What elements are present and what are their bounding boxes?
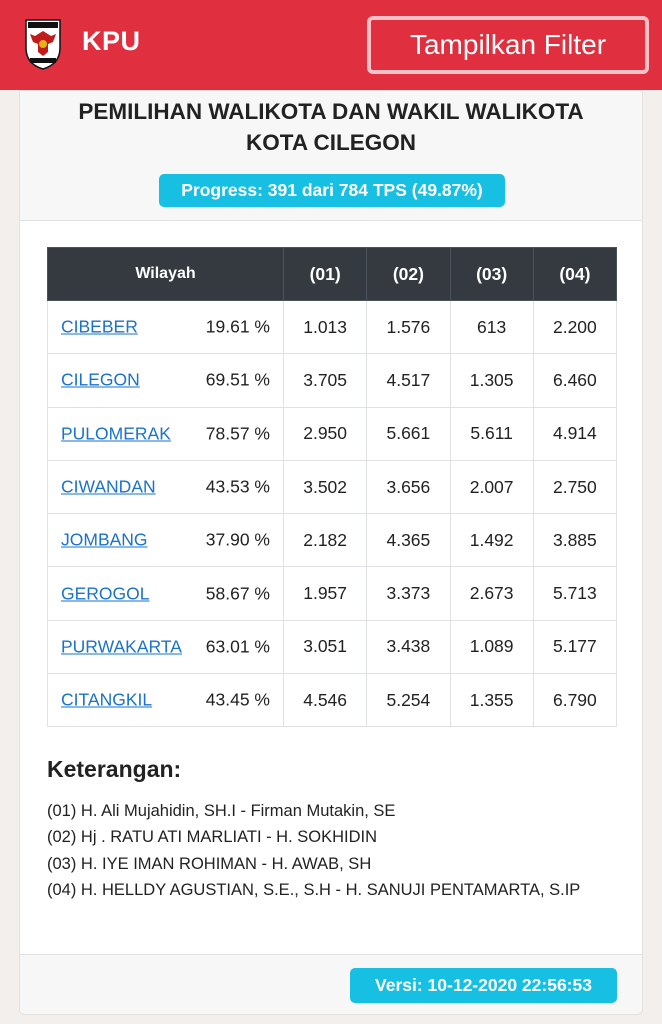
vote-cell-04: 4.914 [533, 407, 616, 460]
vote-cell-02: 3.656 [367, 460, 450, 513]
table-row [48, 407, 617, 460]
list-item: (03) H. IYE IMAN ROHIMAN - H. AWAB, SH [47, 854, 372, 873]
wilayah-cell [48, 620, 284, 673]
table-header-row [48, 248, 617, 301]
vote-cell-02: 5.254 [367, 674, 450, 727]
keterangan-list [47, 798, 580, 903]
vote-cell-04: 2.200 [533, 301, 616, 354]
wilayah-link[interactable]: CILEGON [61, 369, 140, 390]
vote-cell-03: 5.611 [450, 407, 533, 460]
table-row [48, 354, 617, 407]
wilayah-link[interactable]: PURWAKARTA [61, 636, 182, 657]
table-row [48, 620, 617, 673]
wilayah-percentage: 43.53 % [205, 476, 270, 497]
column-header-01: (01) [284, 248, 367, 301]
vote-cell-03: 2.007 [450, 460, 533, 513]
wilayah-link[interactable]: CITANGKIL [61, 689, 153, 710]
wilayah-percentage: 58.67 % [205, 583, 270, 604]
vote-cell-01: 1.957 [284, 567, 367, 620]
vote-cell-01: 1.013 [284, 301, 367, 354]
wilayah-cell [48, 567, 284, 620]
vote-cell-03: 1.355 [450, 674, 533, 727]
vote-cell-04: 2.750 [533, 460, 616, 513]
table-row [48, 567, 617, 620]
table-row [48, 460, 617, 513]
vote-cell-02: 3.373 [367, 567, 450, 620]
vote-cell-03: 1.305 [450, 354, 533, 407]
wilayah-link[interactable]: JOMBANG [61, 529, 148, 550]
navbar [0, 0, 662, 90]
vote-cell-01: 3.705 [284, 354, 367, 407]
column-header-04: (04) [533, 248, 616, 301]
wilayah-link[interactable]: GEROGOL [61, 583, 150, 604]
table-row [48, 514, 617, 567]
vote-cell-04: 6.790 [533, 674, 616, 727]
table-row [48, 301, 617, 354]
results-table [47, 247, 617, 727]
card-footer [20, 954, 642, 1014]
vote-cell-02: 5.661 [367, 407, 450, 460]
list-item: (02) Hj . RATU ATI MARLIATI - H. SOKHIDIN [47, 828, 378, 847]
column-header-03: (03) [450, 248, 533, 301]
show-filter-button[interactable]: Tampilkan Filter [367, 16, 649, 74]
column-header-wilayah: Wilayah [48, 248, 284, 301]
list-item: (01) H. Ali Mujahidin, SH.I - Firman Mutakin, SE [47, 802, 396, 820]
vote-cell-01: 3.051 [284, 620, 367, 673]
vote-cell-01: 3.502 [284, 460, 367, 513]
vote-cell-04: 6.460 [533, 354, 616, 407]
column-header-02: (02) [367, 248, 450, 301]
wilayah-percentage: 37.90 % [205, 529, 270, 550]
wilayah-cell [48, 301, 284, 354]
title-line-1: PEMILIHAN WALIKOTA DAN WAKIL WALIKOTA [78, 99, 584, 124]
wilayah-link[interactable]: CIWANDAN [61, 476, 156, 497]
vote-cell-03: 1.089 [450, 620, 533, 673]
vote-cell-04: 3.885 [533, 514, 616, 567]
page-title [20, 96, 642, 158]
wilayah-percentage: 19.61 % [205, 316, 270, 337]
wilayah-percentage: 69.51 % [205, 369, 270, 390]
vote-cell-03: 613 [450, 301, 533, 354]
vote-cell-03: 1.492 [450, 514, 533, 567]
vote-cell-04: 5.177 [533, 620, 616, 673]
vote-cell-02: 4.365 [367, 514, 450, 567]
vote-cell-02: 1.576 [367, 301, 450, 354]
list-item: (04) H. HELLDY AGUSTIAN, S.E., S.H - H. SANUJI PENTAMARTA, S.IP [47, 880, 581, 899]
vote-cell-01: 2.950 [284, 407, 367, 460]
wilayah-cell [48, 674, 284, 727]
version-badge: Versi: 10-12-2020 22:56:53 [350, 968, 617, 1003]
table-row [48, 674, 617, 727]
progress-badge: Progress: 391 dari 784 TPS (49.87%) [159, 174, 505, 207]
wilayah-cell [48, 354, 284, 407]
keterangan-title: Keterangan: [47, 756, 182, 782]
wilayah-link[interactable]: CIBEBER [61, 316, 138, 337]
wilayah-cell [48, 407, 284, 460]
wilayah-cell [48, 460, 284, 513]
wilayah-percentage: 43.45 % [205, 689, 270, 710]
vote-cell-01: 2.182 [284, 514, 367, 567]
results-card [19, 90, 643, 1015]
wilayah-link[interactable]: PULOMERAK [61, 423, 171, 444]
wilayah-percentage: 63.01 % [205, 636, 270, 657]
vote-cell-02: 3.438 [367, 620, 450, 673]
brand-title[interactable]: KPU [82, 26, 141, 56]
vote-cell-04: 5.713 [533, 567, 616, 620]
vote-cell-01: 4.546 [284, 674, 367, 727]
wilayah-cell [48, 514, 284, 567]
vote-cell-03: 2.673 [450, 567, 533, 620]
card-header [20, 91, 642, 221]
kpu-garuda-logo-icon[interactable] [18, 18, 68, 70]
title-line-2: KOTA CILEGON [246, 130, 416, 155]
wilayah-percentage: 78.57 % [205, 423, 270, 444]
vote-cell-02: 4.517 [367, 354, 450, 407]
